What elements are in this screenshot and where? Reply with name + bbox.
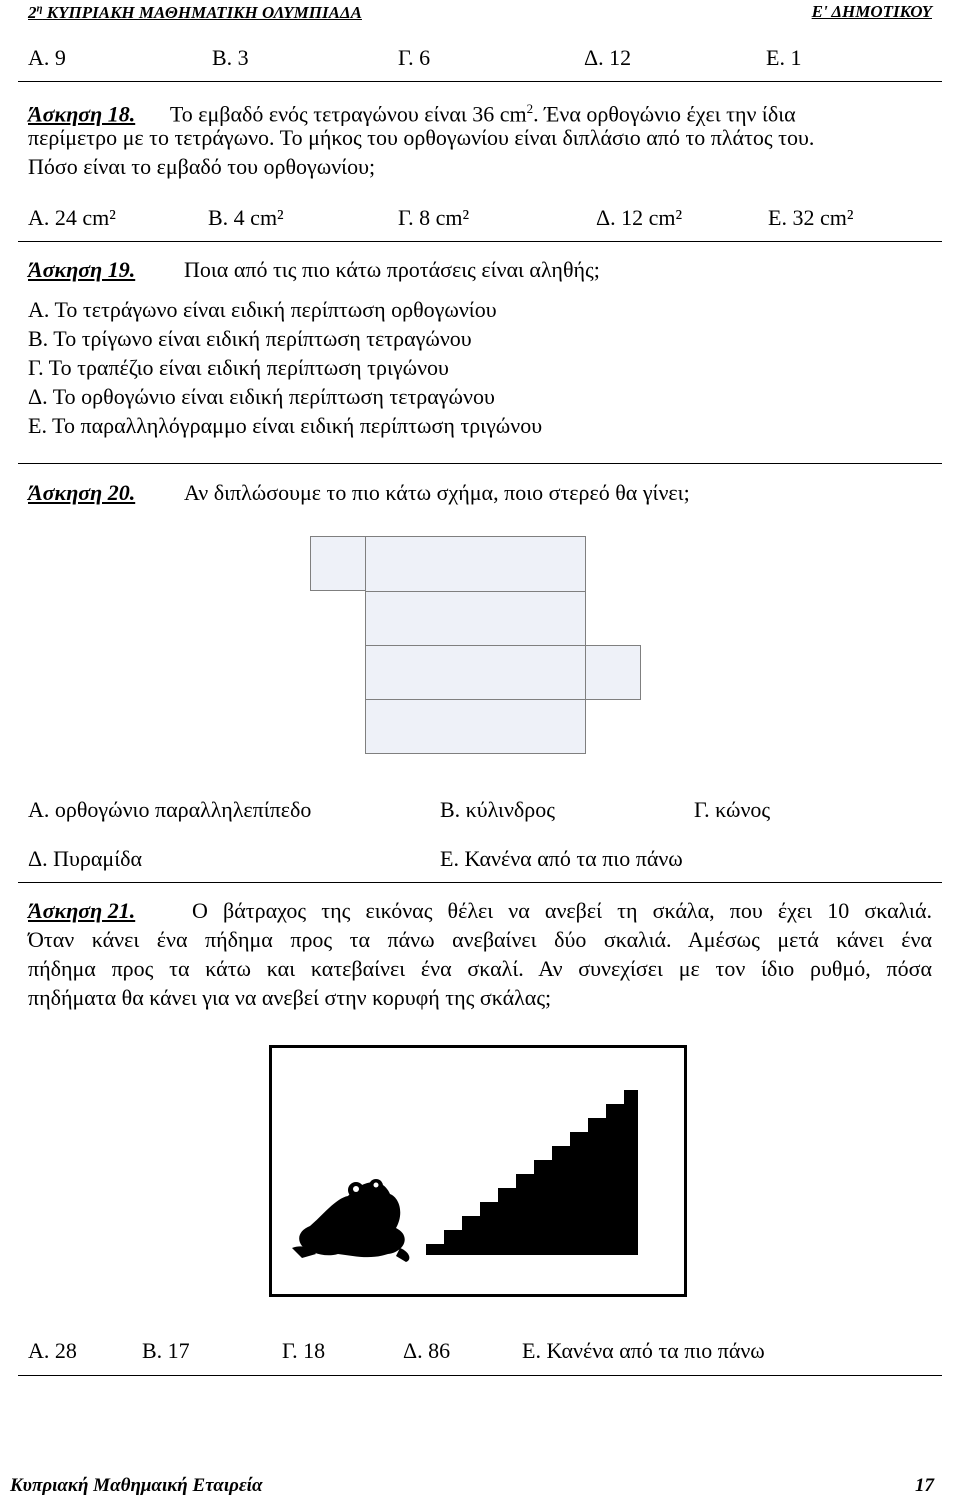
q19-option-b: Β. Το τρίγωνο είναι ειδική περίπτωση τετραγώνου — [28, 326, 472, 351]
divider — [18, 463, 942, 464]
net-face — [365, 699, 586, 754]
footer-page-number: 17 — [915, 1475, 934, 1496]
q19-label: Άσκηση 19. — [28, 257, 136, 282]
q18-answer-a: Α. 24 cm² — [28, 205, 116, 230]
q21-line4: πηδήματα θα κάνει για να ανεβεί στην κορυφή της σκάλας; — [28, 985, 552, 1010]
q18-line1: Άσκηση 18. Το εμβαδό ενός τετραγώνου είναι 36 $cm^2$. Ένα ορθογώνιο έχει την ίδια — [28, 101, 796, 127]
divider — [18, 241, 942, 242]
q17-answer-a: Α. 9 — [28, 45, 66, 70]
q21-line2: Όταν κάνει ένα πήδημα προς τα πάνω ανεβαίνει δύο σκαλιά. Αμέσως μετά κάνει ένα — [28, 927, 932, 952]
q18-line3: Πόσο είναι το εμβαδό του ορθογωνίου; — [28, 154, 376, 179]
q18-answer-b: Β. 4 cm² — [208, 205, 284, 230]
q20-label: Άσκηση 20. — [28, 480, 136, 505]
q21-answer-e: Ε. Κανένα από τα πιο πάνω — [522, 1338, 765, 1363]
q17-answer-d: Δ. 12 — [584, 45, 632, 70]
q20-answer-d: Δ. Πυραμίδα — [28, 846, 143, 871]
divider — [18, 882, 942, 883]
header-grade: Ε' ΔΗΜΟΤΙΚΟΥ — [811, 2, 932, 21]
q19-option-c: Γ. Το τραπέζιο είναι ειδική περίπτωση τριγώνου — [28, 355, 449, 380]
q21-answer-c: Γ. 18 — [282, 1338, 326, 1363]
q20-question: Αν διπλώσουμε το πιο κάτω σχήμα, ποιο στερεό θα γίνει; — [184, 480, 690, 505]
net-face — [310, 536, 366, 591]
q17-answer-e: Ε. 1 — [766, 45, 802, 70]
q20-answer-c: Γ. κώνος — [694, 797, 771, 822]
net-face — [585, 645, 641, 700]
net-face — [365, 536, 586, 592]
q17-answer-b: Β. 3 — [212, 45, 249, 70]
frog-stairs-drawing — [272, 1048, 684, 1294]
staircase-icon — [426, 1090, 638, 1255]
q19-option-d: Δ. Το ορθογώνιο είναι ειδική περίπτωση τετραγώνου — [28, 384, 495, 409]
net-face — [365, 645, 586, 700]
header-title: $2^\eta$ ΚΥΠΡΙΑΚΗ ΜΑΘΗΜΑΤΙΚΗ ΟΛΥΜΠΙΑΔΑ — [28, 2, 362, 22]
q21-answer-b: Β. 17 — [142, 1338, 190, 1363]
cube-net-figure — [310, 536, 642, 754]
q21-line1: Άσκηση 21. Ο βάτραχος της εικόνας θέλει να ανεβεί τη σκάλα, που έχει 10 σκαλιά. — [28, 898, 932, 923]
q18-label: Άσκηση 18. — [28, 101, 136, 127]
q19-option-a: Α. Το τετράγωνο είναι ειδική περίπτωση ορθογωνίου — [28, 297, 497, 322]
q19-option-e: Ε. Το παραλληλόγραμμο είναι ειδική περίπτωση τριγώνου — [28, 413, 543, 438]
frog-icon — [292, 1179, 409, 1262]
q18-answer-c: Γ. 8 cm² — [398, 205, 470, 230]
q18-answer-d: Δ. 12 cm² — [596, 205, 683, 230]
frog-stairs-picture — [269, 1045, 687, 1297]
q18-line2: περίμετρο με το τετράγωνο. Το μήκος του ορθογωνίου είναι διπλάσιο από το πλάτος του. — [28, 125, 815, 150]
divider — [18, 81, 942, 82]
q21-label: Άσκηση 21. — [28, 898, 136, 923]
q19-question: Ποια από τις πιο κάτω προτάσεις είναι αληθής; — [184, 257, 600, 282]
q21-answer-d: Δ. 86 — [403, 1338, 451, 1363]
q20-answer-b: Β. κύλινδρος — [440, 797, 555, 822]
q18-answer-e: Ε. 32 cm² — [768, 205, 854, 230]
q21-line3: πήδημα προς τα κάτω και κατεβαίνει ένα σκαλί. Αν συνεχίσει με τον ίδιο ρυθμό, πόσα — [28, 956, 932, 981]
q17-answer-c: Γ. 6 — [398, 45, 431, 70]
q20-answer-a: Α. ορθογώνιο παραλληλεπίπεδο — [28, 797, 312, 822]
q21-answer-a: Α. 28 — [28, 1338, 77, 1363]
divider — [18, 1375, 942, 1376]
footer-society: Κυπριακή Μαθημαική Εταιρεία — [10, 1475, 263, 1496]
net-face — [365, 591, 586, 646]
q20-answer-e: Ε. Κανένα από τα πιο πάνω — [440, 846, 683, 871]
